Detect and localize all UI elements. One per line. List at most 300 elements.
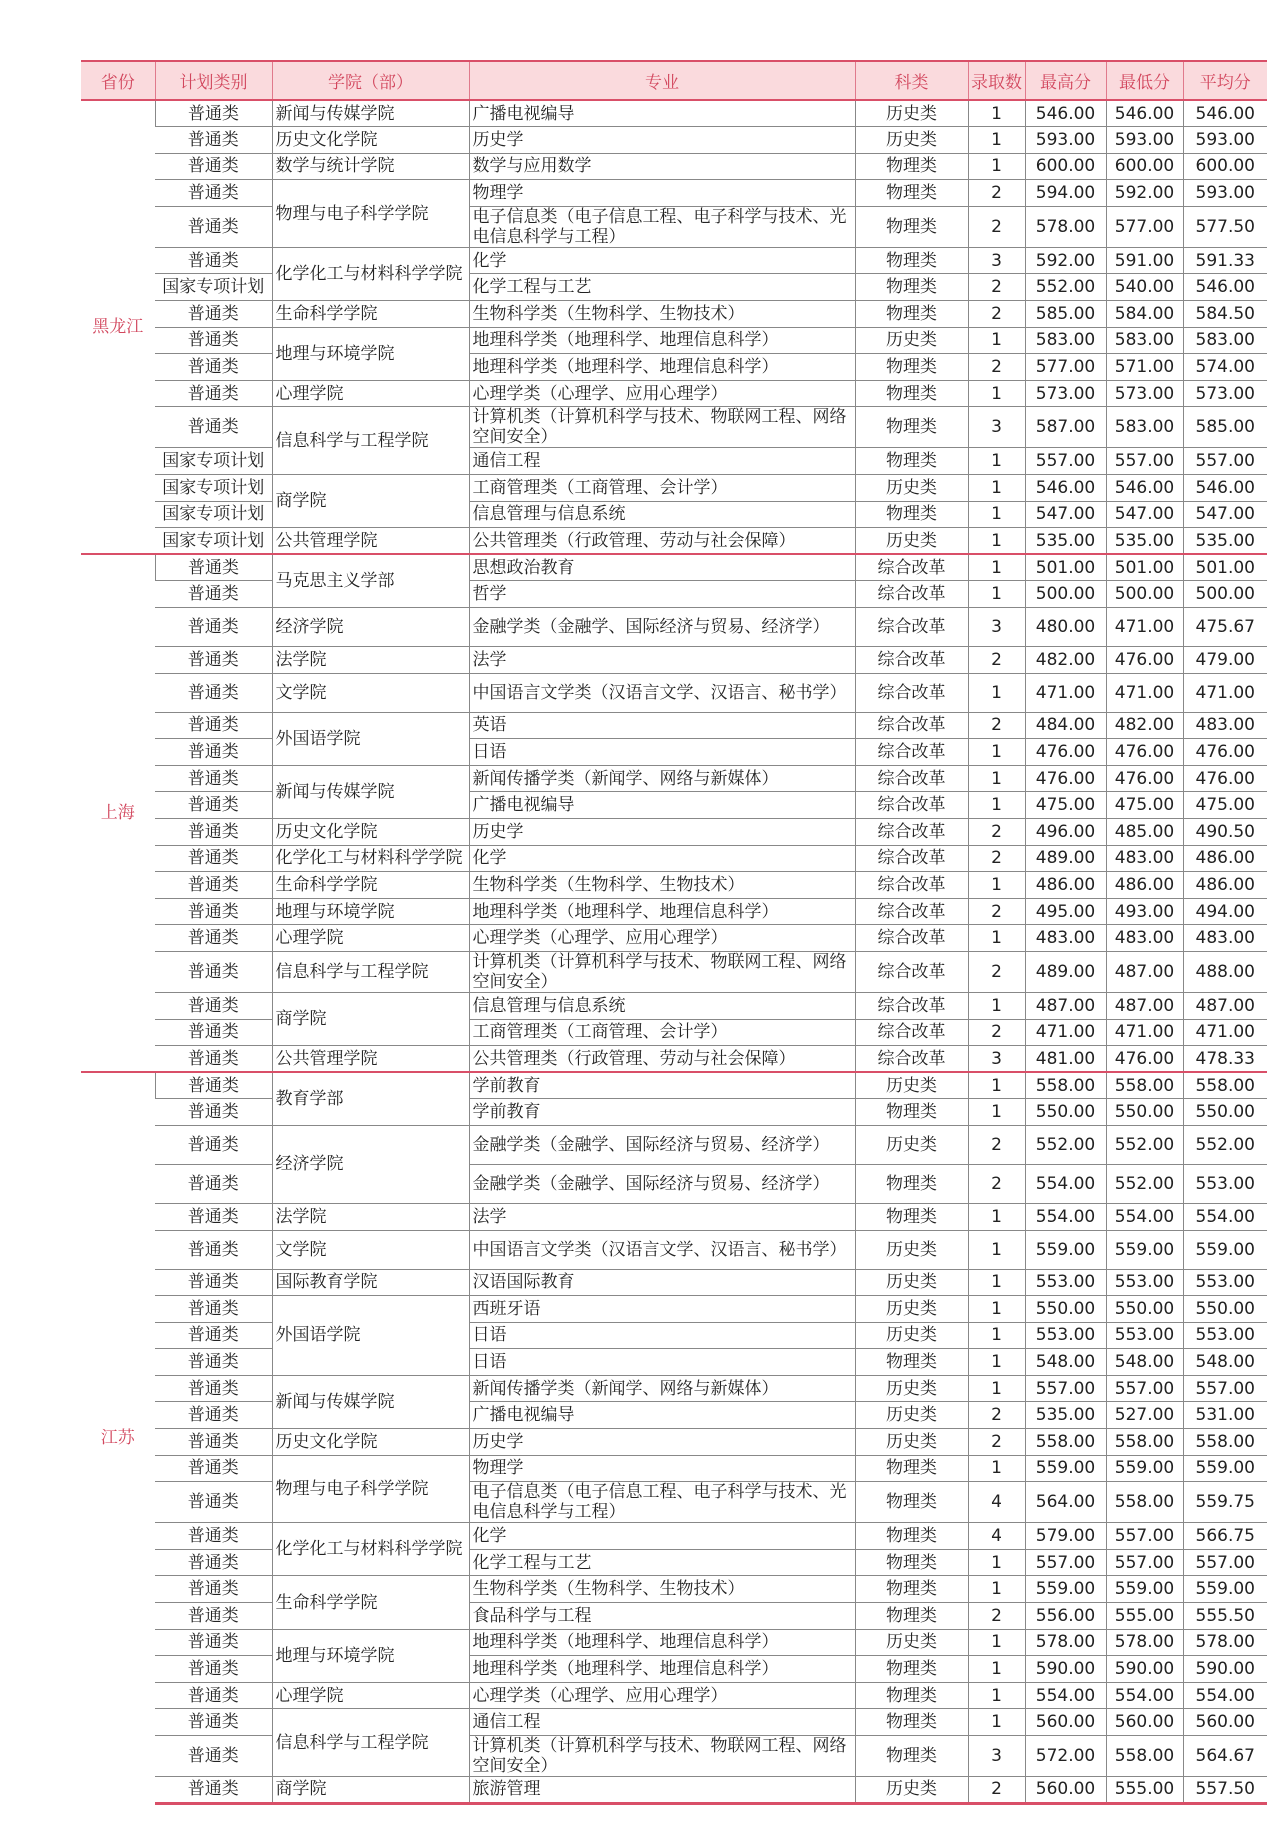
max-score-cell: 554.00 (1025, 1164, 1106, 1203)
college-cell: 外国语学院 (272, 1296, 469, 1376)
college-cell: 经济学院 (272, 1125, 469, 1203)
major-cell: 公共管理类（行政管理、劳动与社会保障） (469, 1046, 855, 1073)
min-score-cell: 592.00 (1106, 180, 1183, 207)
table-row (81, 739, 1267, 766)
min-score-cell: 476.00 (1106, 765, 1183, 792)
min-score-cell: 550.00 (1106, 1296, 1183, 1323)
subject-cell: 物理类 (855, 1736, 968, 1777)
college-cell: 公共管理学院 (272, 1046, 469, 1073)
avg-score-cell: 558.00 (1183, 1429, 1267, 1456)
table-row (81, 354, 1267, 381)
max-score-cell: 471.00 (1025, 673, 1106, 712)
table-row (81, 1019, 1267, 1046)
subject-cell: 历史类 (855, 1777, 968, 1804)
college-cell: 外国语学院 (272, 712, 469, 765)
header-major: 专业 (469, 61, 855, 100)
subject-cell: 历史类 (855, 1125, 968, 1164)
college-cell: 化学化工与材料科学学院 (272, 247, 469, 300)
table-row (81, 608, 1267, 647)
table-row (81, 1682, 1267, 1709)
college-cell: 生命科学学院 (272, 872, 469, 899)
subject-cell: 综合改革 (855, 739, 968, 766)
table-row (81, 127, 1267, 154)
province-cell: 江苏 (81, 1072, 155, 1803)
max-score-cell: 557.00 (1025, 1375, 1106, 1402)
max-score-cell: 483.00 (1025, 925, 1106, 952)
plan-type-cell: 普通类 (155, 1482, 272, 1523)
subject-cell: 历史类 (855, 127, 968, 154)
subject-cell: 综合改革 (855, 872, 968, 899)
admitted-count-cell: 1 (968, 1709, 1025, 1736)
min-score-cell: 559.00 (1106, 1230, 1183, 1269)
max-score-cell: 471.00 (1025, 1019, 1106, 1046)
college-cell: 地理与环境学院 (272, 327, 469, 380)
avg-score-cell: 577.50 (1183, 206, 1267, 247)
admitted-count-cell: 2 (968, 1125, 1025, 1164)
avg-score-cell: 591.33 (1183, 247, 1267, 274)
admitted-count-cell: 1 (968, 1549, 1025, 1576)
subject-cell: 历史类 (855, 1269, 968, 1296)
table-row (81, 528, 1267, 555)
min-score-cell: 559.00 (1106, 1455, 1183, 1482)
table-row (81, 301, 1267, 328)
min-score-cell: 557.00 (1106, 1523, 1183, 1550)
avg-score-cell: 548.00 (1183, 1349, 1267, 1376)
subject-cell: 物理类 (855, 153, 968, 180)
plan-type-cell: 普通类 (155, 581, 272, 608)
avg-score-cell: 546.00 (1183, 274, 1267, 301)
avg-score-cell: 486.00 (1183, 872, 1267, 899)
subject-cell: 历史类 (855, 327, 968, 354)
admitted-count-cell: 1 (968, 1682, 1025, 1709)
subject-cell: 历史类 (855, 1296, 968, 1323)
max-score-cell: 484.00 (1025, 712, 1106, 739)
subject-cell: 历史类 (855, 475, 968, 502)
max-score-cell: 482.00 (1025, 647, 1106, 674)
subject-cell: 物理类 (855, 1203, 968, 1230)
table-row (81, 872, 1267, 899)
max-score-cell: 550.00 (1025, 1296, 1106, 1323)
table-row (81, 1709, 1267, 1736)
admitted-count-cell: 1 (968, 1576, 1025, 1603)
major-cell: 公共管理类（行政管理、劳动与社会保障） (469, 528, 855, 555)
table-row (81, 380, 1267, 407)
plan-type-cell: 普通类 (155, 1349, 272, 1376)
max-score-cell: 481.00 (1025, 1046, 1106, 1073)
admitted-count-cell: 2 (968, 206, 1025, 247)
college-cell: 经济学院 (272, 608, 469, 647)
major-cell: 生物科学类（生物科学、生物技术） (469, 301, 855, 328)
avg-score-cell: 500.00 (1183, 581, 1267, 608)
max-score-cell: 559.00 (1025, 1455, 1106, 1482)
table-row (81, 327, 1267, 354)
min-score-cell: 487.00 (1106, 992, 1183, 1019)
college-cell: 法学院 (272, 1203, 469, 1230)
avg-score-cell: 554.00 (1183, 1203, 1267, 1230)
subject-cell: 物理类 (855, 247, 968, 274)
college-cell: 心理学院 (272, 380, 469, 407)
min-score-cell: 471.00 (1106, 673, 1183, 712)
plan-type-cell: 普通类 (155, 1269, 272, 1296)
plan-type-cell: 普通类 (155, 1072, 272, 1099)
avg-score-cell: 564.67 (1183, 1736, 1267, 1777)
college-cell: 历史文化学院 (272, 1429, 469, 1456)
max-score-cell: 552.00 (1025, 274, 1106, 301)
avg-score-cell: 494.00 (1183, 898, 1267, 925)
major-cell: 生物科学类（生物科学、生物技术） (469, 872, 855, 899)
table-row (81, 581, 1267, 608)
avg-score-cell: 559.75 (1183, 1482, 1267, 1523)
admitted-count-cell: 1 (968, 1230, 1025, 1269)
avg-score-cell: 557.50 (1183, 1777, 1267, 1804)
plan-type-cell: 国家专项计划 (155, 528, 272, 555)
max-score-cell: 550.00 (1025, 1099, 1106, 1126)
admitted-count-cell: 4 (968, 1482, 1025, 1523)
avg-score-cell: 483.00 (1183, 712, 1267, 739)
admitted-count-cell: 1 (968, 1072, 1025, 1099)
table-row (81, 1046, 1267, 1073)
table-row (81, 1203, 1267, 1230)
major-cell: 地理科学类（地理科学、地理信息科学） (469, 1629, 855, 1656)
subject-cell: 历史类 (855, 1402, 968, 1429)
table-row (81, 792, 1267, 819)
college-cell: 物理与电子科学学院 (272, 180, 469, 248)
max-score-cell: 501.00 (1025, 554, 1106, 581)
major-cell: 电子信息类（电子信息工程、电子科学与技术、光电信息科学与工程） (469, 206, 855, 247)
min-score-cell: 476.00 (1106, 739, 1183, 766)
subject-cell: 物理类 (855, 274, 968, 301)
subject-cell: 综合改革 (855, 765, 968, 792)
admitted-count-cell: 1 (968, 925, 1025, 952)
plan-type-cell: 普通类 (155, 1230, 272, 1269)
avg-score-cell: 558.00 (1183, 1072, 1267, 1099)
admitted-count-cell: 1 (968, 765, 1025, 792)
max-score-cell: 554.00 (1025, 1682, 1106, 1709)
min-score-cell: 571.00 (1106, 354, 1183, 381)
avg-score-cell: 487.00 (1183, 992, 1267, 1019)
college-cell: 法学院 (272, 647, 469, 674)
admitted-count-cell: 1 (968, 100, 1025, 127)
max-score-cell: 475.00 (1025, 792, 1106, 819)
table-row (81, 180, 1267, 207)
major-cell: 哲学 (469, 581, 855, 608)
plan-type-cell: 普通类 (155, 1203, 272, 1230)
major-cell: 电子信息类（电子信息工程、电子科学与技术、光电信息科学与工程） (469, 1482, 855, 1523)
max-score-cell: 592.00 (1025, 247, 1106, 274)
plan-type-cell: 普通类 (155, 206, 272, 247)
avg-score-cell: 557.00 (1183, 1375, 1267, 1402)
subject-cell: 历史类 (855, 1322, 968, 1349)
major-cell: 法学 (469, 1203, 855, 1230)
major-cell: 通信工程 (469, 1709, 855, 1736)
avg-score-cell: 471.00 (1183, 673, 1267, 712)
min-score-cell: 487.00 (1106, 951, 1183, 992)
table-row (81, 647, 1267, 674)
avg-score-cell: 471.00 (1183, 1019, 1267, 1046)
plan-type-cell: 普通类 (155, 327, 272, 354)
min-score-cell: 555.00 (1106, 1603, 1183, 1630)
major-cell: 地理科学类（地理科学、地理信息科学） (469, 898, 855, 925)
plan-type-cell: 普通类 (155, 1322, 272, 1349)
major-cell: 食品科学与工程 (469, 1603, 855, 1630)
avg-score-cell: 578.00 (1183, 1629, 1267, 1656)
max-score-cell: 558.00 (1025, 1072, 1106, 1099)
avg-score-cell: 554.00 (1183, 1682, 1267, 1709)
admitted-count-cell: 2 (968, 1164, 1025, 1203)
admitted-count-cell: 1 (968, 1296, 1025, 1323)
college-cell: 新闻与传媒学院 (272, 1375, 469, 1428)
max-score-cell: 535.00 (1025, 528, 1106, 555)
plan-type-cell: 普通类 (155, 1099, 272, 1126)
plan-type-cell: 国家专项计划 (155, 475, 272, 502)
table-row (81, 1402, 1267, 1429)
admitted-count-cell: 2 (968, 1603, 1025, 1630)
major-cell: 地理科学类（地理科学、地理信息科学） (469, 327, 855, 354)
subject-cell: 综合改革 (855, 992, 968, 1019)
avg-score-cell: 476.00 (1183, 765, 1267, 792)
table-row (81, 501, 1267, 528)
college-cell: 商学院 (272, 475, 469, 528)
major-cell: 生物科学类（生物科学、生物技术） (469, 1576, 855, 1603)
max-score-cell: 579.00 (1025, 1523, 1106, 1550)
admitted-count-cell: 2 (968, 845, 1025, 872)
subject-cell: 历史类 (855, 1429, 968, 1456)
header-admitted: 录取数 (968, 61, 1025, 100)
major-cell: 西班牙语 (469, 1296, 855, 1323)
avg-score-cell: 475.00 (1183, 792, 1267, 819)
subject-cell: 物理类 (855, 1455, 968, 1482)
admitted-count-cell: 1 (968, 581, 1025, 608)
avg-score-cell: 535.00 (1183, 528, 1267, 555)
major-cell: 旅游管理 (469, 1777, 855, 1804)
max-score-cell: 476.00 (1025, 739, 1106, 766)
table-row (81, 1125, 1267, 1164)
table-row (81, 673, 1267, 712)
major-cell: 心理学类（心理学、应用心理学） (469, 380, 855, 407)
college-cell: 商学院 (272, 1777, 469, 1804)
min-score-cell: 471.00 (1106, 1019, 1183, 1046)
subject-cell: 物理类 (855, 1709, 968, 1736)
subject-cell: 物理类 (855, 1682, 968, 1709)
major-cell: 信息管理与信息系统 (469, 992, 855, 1019)
subject-cell: 综合改革 (855, 673, 968, 712)
major-cell: 广播电视编导 (469, 792, 855, 819)
avg-score-cell: 566.75 (1183, 1523, 1267, 1550)
subject-cell: 综合改革 (855, 925, 968, 952)
major-cell: 金融学类（金融学、国际经济与贸易、经济学） (469, 1125, 855, 1164)
subject-cell: 物理类 (855, 1523, 968, 1550)
plan-type-cell: 普通类 (155, 1375, 272, 1402)
subject-cell: 物理类 (855, 301, 968, 328)
max-score-cell: 487.00 (1025, 992, 1106, 1019)
min-score-cell: 540.00 (1106, 274, 1183, 301)
max-score-cell: 573.00 (1025, 380, 1106, 407)
admitted-count-cell: 3 (968, 608, 1025, 647)
plan-type-cell: 普通类 (155, 1549, 272, 1576)
admitted-count-cell: 1 (968, 1269, 1025, 1296)
college-cell: 地理与环境学院 (272, 1629, 469, 1682)
max-score-cell: 560.00 (1025, 1777, 1106, 1804)
subject-cell: 物理类 (855, 354, 968, 381)
subject-cell: 物理类 (855, 407, 968, 448)
max-score-cell: 557.00 (1025, 448, 1106, 475)
table-row (81, 992, 1267, 1019)
table-row (81, 274, 1267, 301)
plan-type-cell: 普通类 (155, 1402, 272, 1429)
min-score-cell: 555.00 (1106, 1777, 1183, 1804)
college-cell: 新闻与传媒学院 (272, 765, 469, 818)
min-score-cell: 546.00 (1106, 100, 1183, 127)
plan-type-cell: 普通类 (155, 845, 272, 872)
subject-cell: 综合改革 (855, 792, 968, 819)
admitted-count-cell: 2 (968, 647, 1025, 674)
plan-type-cell: 普通类 (155, 1736, 272, 1777)
table-row (81, 407, 1267, 448)
avg-score-cell: 573.00 (1183, 380, 1267, 407)
province-cell: 黑龙江 (81, 100, 155, 554)
admitted-count-cell: 1 (968, 1455, 1025, 1482)
major-cell: 日语 (469, 1349, 855, 1376)
min-score-cell: 483.00 (1106, 925, 1183, 952)
min-score-cell: 583.00 (1106, 327, 1183, 354)
major-cell: 化学 (469, 247, 855, 274)
subject-cell: 物理类 (855, 501, 968, 528)
min-score-cell: 501.00 (1106, 554, 1183, 581)
college-cell: 化学化工与材料科学学院 (272, 1523, 469, 1576)
max-score-cell: 559.00 (1025, 1230, 1106, 1269)
avg-score-cell: 486.00 (1183, 845, 1267, 872)
table-row (81, 1549, 1267, 1576)
header-province: 省份 (81, 61, 155, 100)
table-row (81, 554, 1267, 581)
max-score-cell: 554.00 (1025, 1203, 1106, 1230)
min-score-cell: 554.00 (1106, 1682, 1183, 1709)
subject-cell: 历史类 (855, 1072, 968, 1099)
admitted-count-cell: 3 (968, 1736, 1025, 1777)
subject-cell: 物理类 (855, 1349, 968, 1376)
min-score-cell: 558.00 (1106, 1072, 1183, 1099)
major-cell: 工商管理类（工商管理、会计学） (469, 475, 855, 502)
major-cell: 日语 (469, 1322, 855, 1349)
admitted-count-cell: 1 (968, 1375, 1025, 1402)
avg-score-cell: 560.00 (1183, 1709, 1267, 1736)
avg-score-cell: 584.50 (1183, 301, 1267, 328)
subject-cell: 物理类 (855, 1099, 968, 1126)
plan-type-cell: 普通类 (155, 380, 272, 407)
avg-score-cell: 590.00 (1183, 1656, 1267, 1683)
min-score-cell: 591.00 (1106, 247, 1183, 274)
table-row (81, 153, 1267, 180)
min-score-cell: 548.00 (1106, 1349, 1183, 1376)
table-row (81, 1164, 1267, 1203)
table-row (81, 1099, 1267, 1126)
max-score-cell: 480.00 (1025, 608, 1106, 647)
college-cell: 国际教育学院 (272, 1269, 469, 1296)
table-body (81, 100, 1267, 1803)
table-row (81, 1523, 1267, 1550)
max-score-cell: 578.00 (1025, 1629, 1106, 1656)
avg-score-cell: 559.00 (1183, 1230, 1267, 1269)
min-score-cell: 558.00 (1106, 1736, 1183, 1777)
admitted-count-cell: 1 (968, 380, 1025, 407)
table-row (81, 1429, 1267, 1456)
admitted-count-cell: 2 (968, 898, 1025, 925)
avg-score-cell: 600.00 (1183, 153, 1267, 180)
subject-cell: 历史类 (855, 100, 968, 127)
min-score-cell: 577.00 (1106, 206, 1183, 247)
min-score-cell: 485.00 (1106, 818, 1183, 845)
avg-score-cell: 583.00 (1183, 327, 1267, 354)
table-row (81, 206, 1267, 247)
plan-type-cell: 普通类 (155, 301, 272, 328)
avg-score-cell: 490.50 (1183, 818, 1267, 845)
plan-type-cell: 普通类 (155, 673, 272, 712)
admitted-count-cell: 1 (968, 501, 1025, 528)
avg-score-cell: 557.00 (1183, 1549, 1267, 1576)
subject-cell: 综合改革 (855, 608, 968, 647)
college-cell: 历史文化学院 (272, 127, 469, 154)
subject-cell: 物理类 (855, 1549, 968, 1576)
avg-score-cell: 553.00 (1183, 1164, 1267, 1203)
admitted-count-cell: 2 (968, 180, 1025, 207)
max-score-cell: 594.00 (1025, 180, 1106, 207)
subject-cell: 综合改革 (855, 951, 968, 992)
major-cell: 地理科学类（地理科学、地理信息科学） (469, 1656, 855, 1683)
admitted-count-cell: 2 (968, 1777, 1025, 1804)
min-score-cell: 558.00 (1106, 1429, 1183, 1456)
avg-score-cell: 559.00 (1183, 1576, 1267, 1603)
plan-type-cell: 普通类 (155, 407, 272, 448)
plan-type-cell: 普通类 (155, 1455, 272, 1482)
admitted-count-cell: 1 (968, 448, 1025, 475)
admitted-count-cell: 4 (968, 1523, 1025, 1550)
admitted-count-cell: 1 (968, 1656, 1025, 1683)
avg-score-cell: 555.50 (1183, 1603, 1267, 1630)
max-score-cell: 558.00 (1025, 1429, 1106, 1456)
avg-score-cell: 553.00 (1183, 1269, 1267, 1296)
avg-score-cell: 479.00 (1183, 647, 1267, 674)
plan-type-cell: 普通类 (155, 1576, 272, 1603)
plan-type-cell: 普通类 (155, 1429, 272, 1456)
college-cell: 化学化工与材料科学学院 (272, 845, 469, 872)
major-cell: 汉语国际教育 (469, 1269, 855, 1296)
college-cell: 心理学院 (272, 925, 469, 952)
table-row (81, 1482, 1267, 1523)
admitted-count-cell: 1 (968, 127, 1025, 154)
subject-cell: 物理类 (855, 1482, 968, 1523)
plan-type-cell: 普通类 (155, 1164, 272, 1203)
plan-type-cell: 普通类 (155, 1296, 272, 1323)
college-cell: 历史文化学院 (272, 818, 469, 845)
table-row (81, 1656, 1267, 1683)
plan-type-cell: 普通类 (155, 153, 272, 180)
college-cell: 物理与电子科学学院 (272, 1455, 469, 1523)
max-score-cell: 535.00 (1025, 1402, 1106, 1429)
admitted-count-cell: 1 (968, 153, 1025, 180)
plan-type-cell: 普通类 (155, 872, 272, 899)
admitted-count-cell: 1 (968, 872, 1025, 899)
avg-score-cell: 553.00 (1183, 1322, 1267, 1349)
college-cell: 生命科学学院 (272, 1576, 469, 1629)
max-score-cell: 583.00 (1025, 327, 1106, 354)
plan-type-cell: 普通类 (155, 1603, 272, 1630)
avg-score-cell: 593.00 (1183, 180, 1267, 207)
min-score-cell: 554.00 (1106, 1203, 1183, 1230)
max-score-cell: 577.00 (1025, 354, 1106, 381)
min-score-cell: 546.00 (1106, 475, 1183, 502)
avg-score-cell: 531.00 (1183, 1402, 1267, 1429)
plan-type-cell: 普通类 (155, 712, 272, 739)
